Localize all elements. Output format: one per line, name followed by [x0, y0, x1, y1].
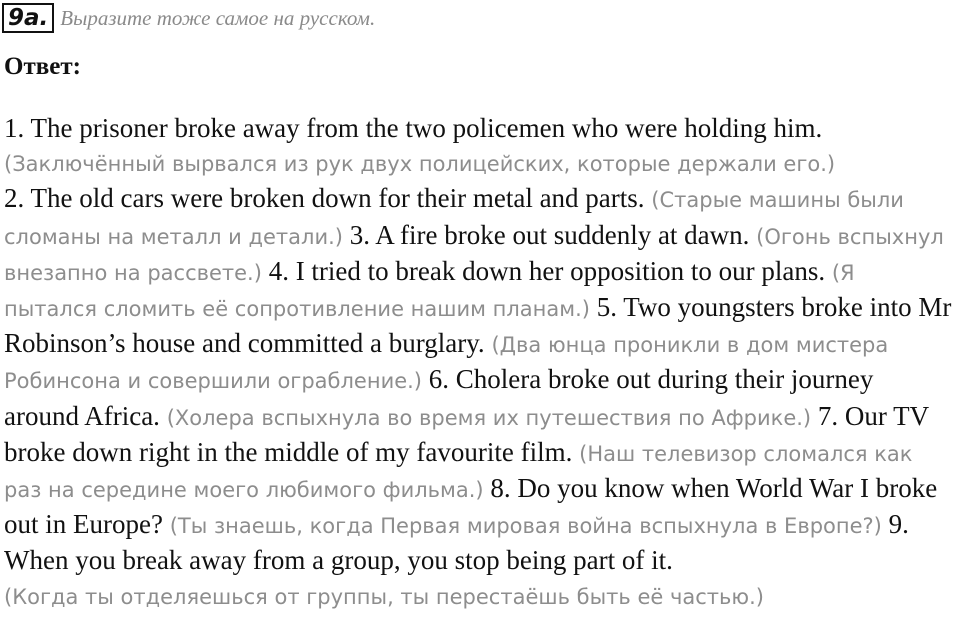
- item-4-russian: (Я пытался сломить её сопротивление нашим планам.): [4, 260, 855, 322]
- answer-text: [4, 111, 954, 614]
- item-2-english: 2. The old cars were broken down for their metal and parts.: [4, 183, 645, 214]
- item-5-russian: (Два юнца проникли в дом мистера Робинсона и совершили ограбление.): [4, 333, 889, 394]
- item-2-russian: (Старые машины были сломаны на металл и детали.): [4, 188, 904, 249]
- answer-heading: Ответ:: [4, 53, 81, 80]
- item-6-english: 6. Cholera broke out during their journey around Africa.: [4, 364, 874, 431]
- item-7-english: 7. Our TV broke down right in the middle of my favourite film.: [4, 400, 929, 467]
- item-9-english: 9. When you break away from a group, you stop being part of it.: [4, 509, 909, 576]
- item-8-english: 8. Do you know when World War I broke out in Europe?: [4, 473, 938, 540]
- exercise-instruction: Выразите тоже самое на русском.: [60, 5, 376, 30]
- item-4-english: 4. I tried to break down her opposition to our plans.: [268, 255, 826, 286]
- item-1-russian: (Заключённый вырвался из рук двух полицейских, которые держали его.): [4, 152, 836, 177]
- exercise-header: [2, 2, 375, 34]
- item-9-russian: (Когда ты отделяешься от группы, ты перестаёшь быть её частью.): [4, 584, 764, 609]
- item-1-english: 1. The prisoner broke away from the two policemen who were holding him.: [4, 113, 823, 143]
- item-3-russian: (Огонь вспыхнул внезапно на рассвете.): [4, 224, 944, 285]
- item-8-russian: (Ты знаешь, когда Первая мировая война вспыхнула в Европе?): [169, 514, 882, 539]
- item-3-english: 3. A fire broke out suddenly at dawn.: [349, 219, 750, 250]
- item-5-english: 5. Two youngsters broke into Mr Robinson’s house and committed a burglary.: [4, 292, 952, 359]
- item-6-russian: (Холера вспыхнула во время их путешествия по Африке.): [166, 405, 812, 430]
- item-7-russian: (Наш телевизор сломался как раз на середине моего любимого фильма.): [4, 441, 913, 503]
- exercise-number-badge: 9a.: [2, 3, 54, 33]
